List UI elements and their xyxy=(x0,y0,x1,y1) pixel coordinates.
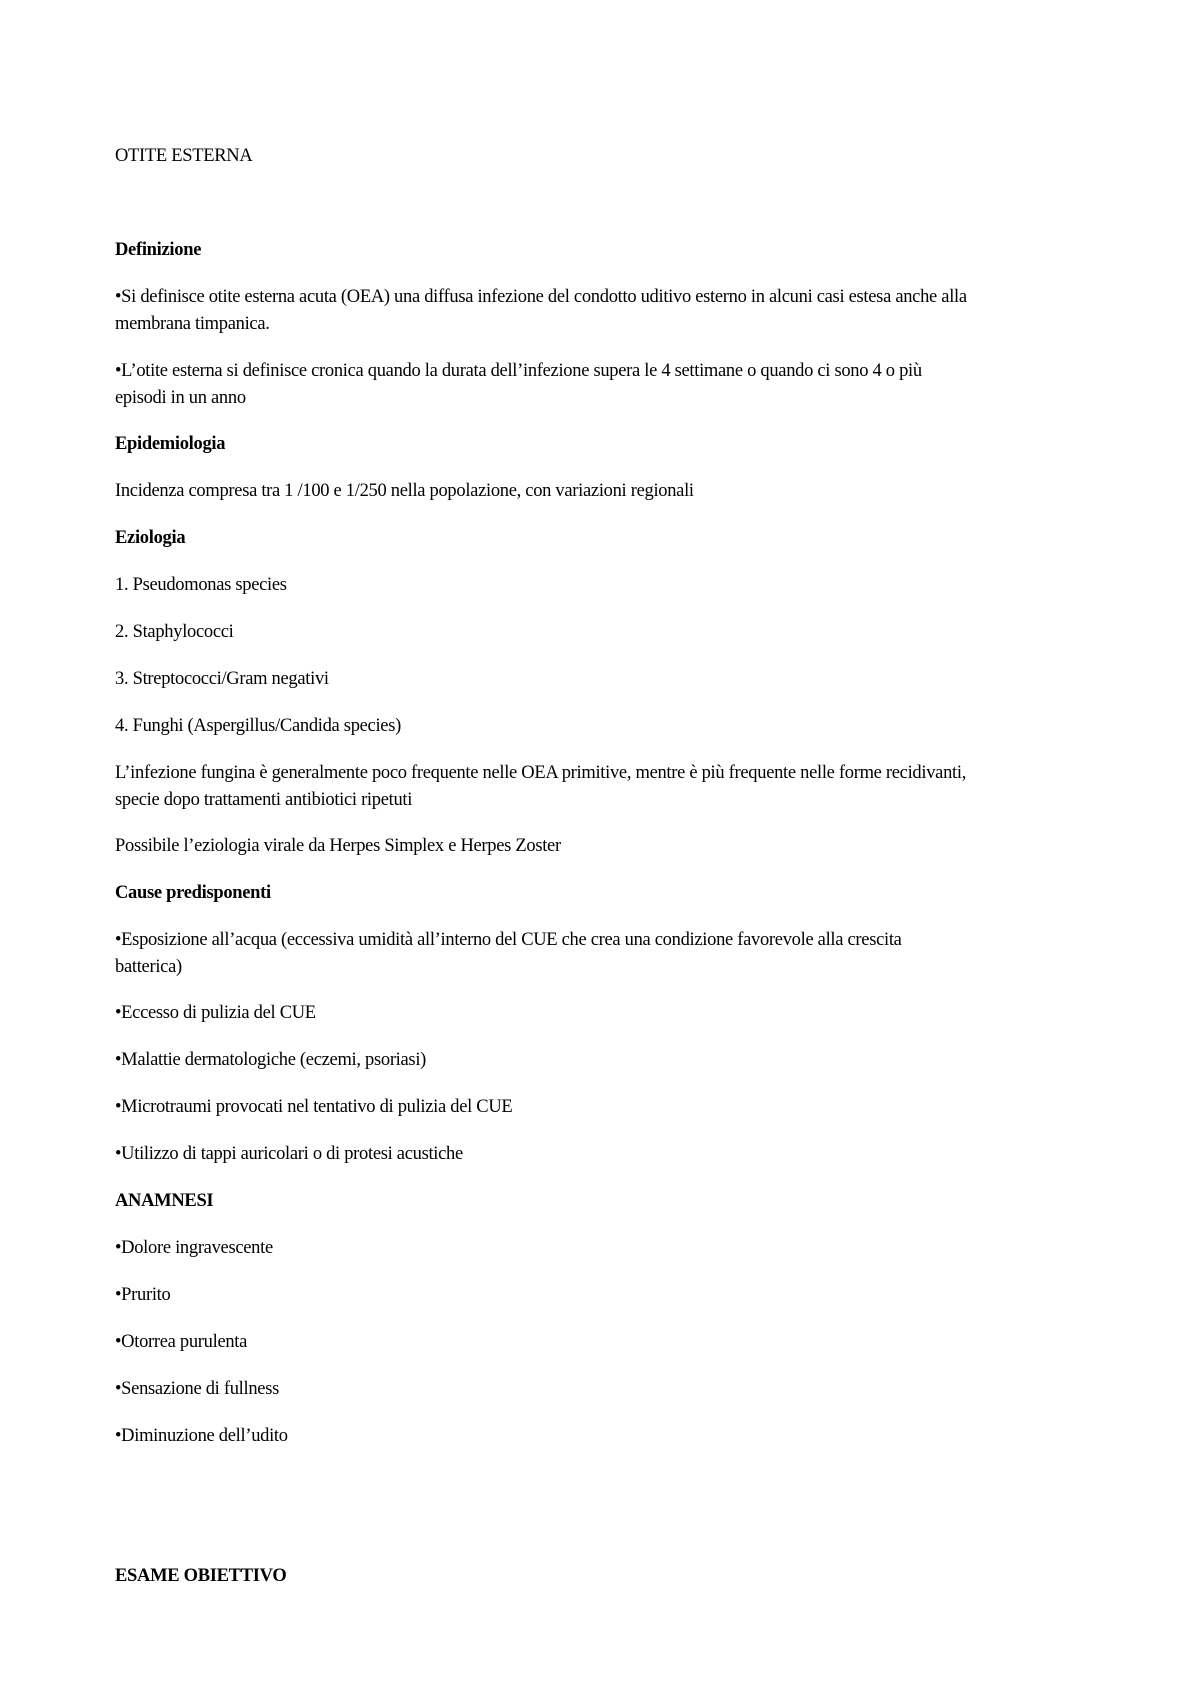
document-title: OTITE ESTERNA xyxy=(115,146,253,166)
anamnesi-item-4: •Sensazione di fullness xyxy=(115,1379,279,1399)
anamnesi-item-2: •Prurito xyxy=(115,1285,171,1305)
cause-item-4: •Microtraumi provocati nel tentativo di pulizia del CUE xyxy=(115,1097,513,1117)
cause-item-5: •Utilizzo di tappi auricolari o di protesi acustiche xyxy=(115,1144,463,1164)
anamnesi-item-1: •Dolore ingravescente xyxy=(115,1238,273,1258)
heading-epidemiologia: Epidemiologia xyxy=(115,434,226,454)
eziologia-item-1: 1. Pseudomonas species xyxy=(115,575,287,595)
cause-item-3: •Malattie dermatologiche (eczemi, psoriasi) xyxy=(115,1050,427,1070)
eziologia-note-line1: L’infezione fungina è generalmente poco frequente nelle OEA primitive, mentre è più frequente nelle forme recidivanti, xyxy=(115,763,967,783)
definizione-p2-line2: episodi in un anno xyxy=(115,388,246,408)
heading-esame-obiettivo: ESAME OBIETTIVO xyxy=(115,1566,287,1586)
heading-definizione: Definizione xyxy=(115,240,202,260)
heading-eziologia: Eziologia xyxy=(115,528,186,548)
anamnesi-item-3: •Otorrea purulenta xyxy=(115,1332,248,1352)
eziologia-item-3: 3. Streptococci/Gram negativi xyxy=(115,669,329,689)
definizione-p1-line1: •Si definisce otite esterna acuta (OEA) una diffusa infezione del condotto uditivo esterno in alcuni casi estesa anche alla xyxy=(115,287,967,307)
heading-anamnesi: ANAMNESI xyxy=(115,1191,214,1211)
cause-item-1-line1: •Esposizione all’acqua (eccessiva umidità all’interno del CUE che crea una condizione favorevole alla crescita xyxy=(115,930,902,950)
anamnesi-item-5: •Diminuzione dell’udito xyxy=(115,1426,288,1446)
heading-cause-predisponenti: Cause predisponenti xyxy=(115,883,271,903)
eziologia-item-4: 4. Funghi (Aspergillus/Candida species) xyxy=(115,716,401,736)
cause-item-1-line2: batterica) xyxy=(115,957,182,977)
eziologia-item-2: 2. Staphylococci xyxy=(115,622,234,642)
cause-item-2: •Eccesso di pulizia del CUE xyxy=(115,1003,316,1023)
eziologia-viral-text: Possibile l’eziologia virale da Herpes Simplex e Herpes Zoster xyxy=(115,836,561,856)
definizione-p1-line2: membrana timpanica. xyxy=(115,314,270,334)
eziologia-note-line2: specie dopo trattamenti antibiotici ripetuti xyxy=(115,790,413,810)
definizione-p2-line1: •L’otite esterna si definisce cronica quando la durata dell’infezione supera le 4 settimane o quando ci sono 4 o più xyxy=(115,361,922,381)
epidemiologia-text: Incidenza compresa tra 1 /100 e 1/250 nella popolazione, con variazioni regionali xyxy=(115,481,694,501)
